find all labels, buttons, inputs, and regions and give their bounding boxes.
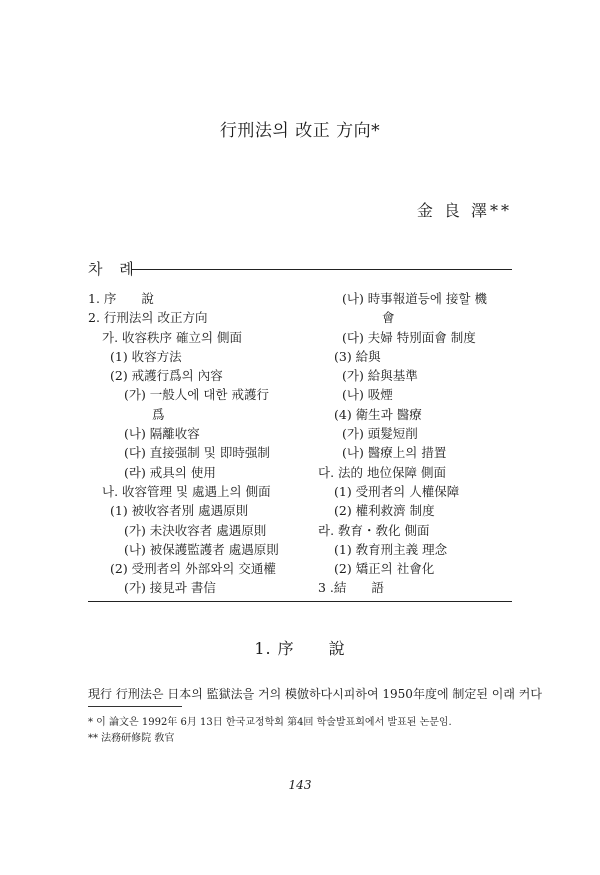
toc-item: (가) 頭髮短削 [342,426,418,442]
toc-item: (다) 夫婦 特別面會 制度 [342,329,476,345]
toc-item: (3) 給與 [334,348,381,364]
toc-item: (2) 權利救濟 制度 [334,503,435,519]
toc-item: (가) 未決收容者 處遇原則 [124,522,267,538]
page-number: 143 [288,778,312,792]
body-paragraph: 現行 行刑法은 日本의 監獄法을 거의 模倣하다시피하여 1950年度에 制定된 이래 커다 [88,687,542,701]
toc-item: (2) 受刑者의 外部와의 交通權 [110,561,276,577]
toc-item: (다) 直接强制 및 即時强制 [124,445,270,461]
paper-title: 行刑法의 改正 方向* [219,121,381,141]
toc-item: (1) 受刑者의 人權保障 [334,483,460,499]
toc-item: (라) 戒具의 使用 [124,464,216,480]
toc-item: (나) 醫療上의 措置 [342,445,447,461]
toc-bottom-rule [88,601,512,602]
toc-item: (나) 時事報道등에 接할 機 [342,291,487,306]
toc-top-rule [132,269,512,270]
toc-item: 라. 敎育・敎化 側面 [318,522,430,538]
footnote: * 이 論文은 1992年 6月 13日 한국교정학회 第4回 학술발표회에서 발표된 논문임. [88,717,452,728]
toc-item: 나. 收容管理 및 處遇上의 側面 [102,483,271,499]
toc-item: (나) 隔離收容 [124,426,200,442]
toc-right-column [318,289,528,598]
footnote: ** 法務研修院 敎官 [88,733,175,744]
toc-item: 3 .結 語 [318,580,384,596]
toc-item: (1) 收容方法 [110,348,182,364]
toc-item: (가) 一般人에 대한 戒護行 [124,387,269,403]
toc-item: (가) 接見과 書信 [124,580,216,596]
toc-item: (나) 吸煙 [342,387,393,403]
toc-item: (4) 衛生과 醫療 [334,406,422,422]
toc-item: (2) 戒護行爲의 內容 [110,368,223,384]
toc-left-column [88,289,328,598]
toc-item: 爲 [152,406,165,422]
toc-item: (2) 矯正의 社會化 [334,561,435,577]
toc-item: (가) 給與基準 [342,368,418,384]
section-heading: 1. 序 說 [254,639,346,658]
toc-item: (1) 被收容者別 處遇原則 [110,503,249,519]
toc-item: 가. 收容秩序 確立의 側面 [102,329,243,345]
toc-item: 會 [382,310,395,326]
toc-heading: 차 례 [88,260,140,278]
toc-item: 2. 行刑法의 改正方向 [88,310,208,326]
toc-item: (1) 敎育刑主義 理念 [334,541,448,557]
footnote-rule [88,706,182,707]
author-name: 金 良 澤** [416,201,512,220]
toc-item: 1. 序 說 [88,291,154,306]
toc-item: 다. 法的 地位保障 側面 [318,464,446,480]
toc-item: (나) 被保護監護者 處遇原則 [124,541,279,557]
